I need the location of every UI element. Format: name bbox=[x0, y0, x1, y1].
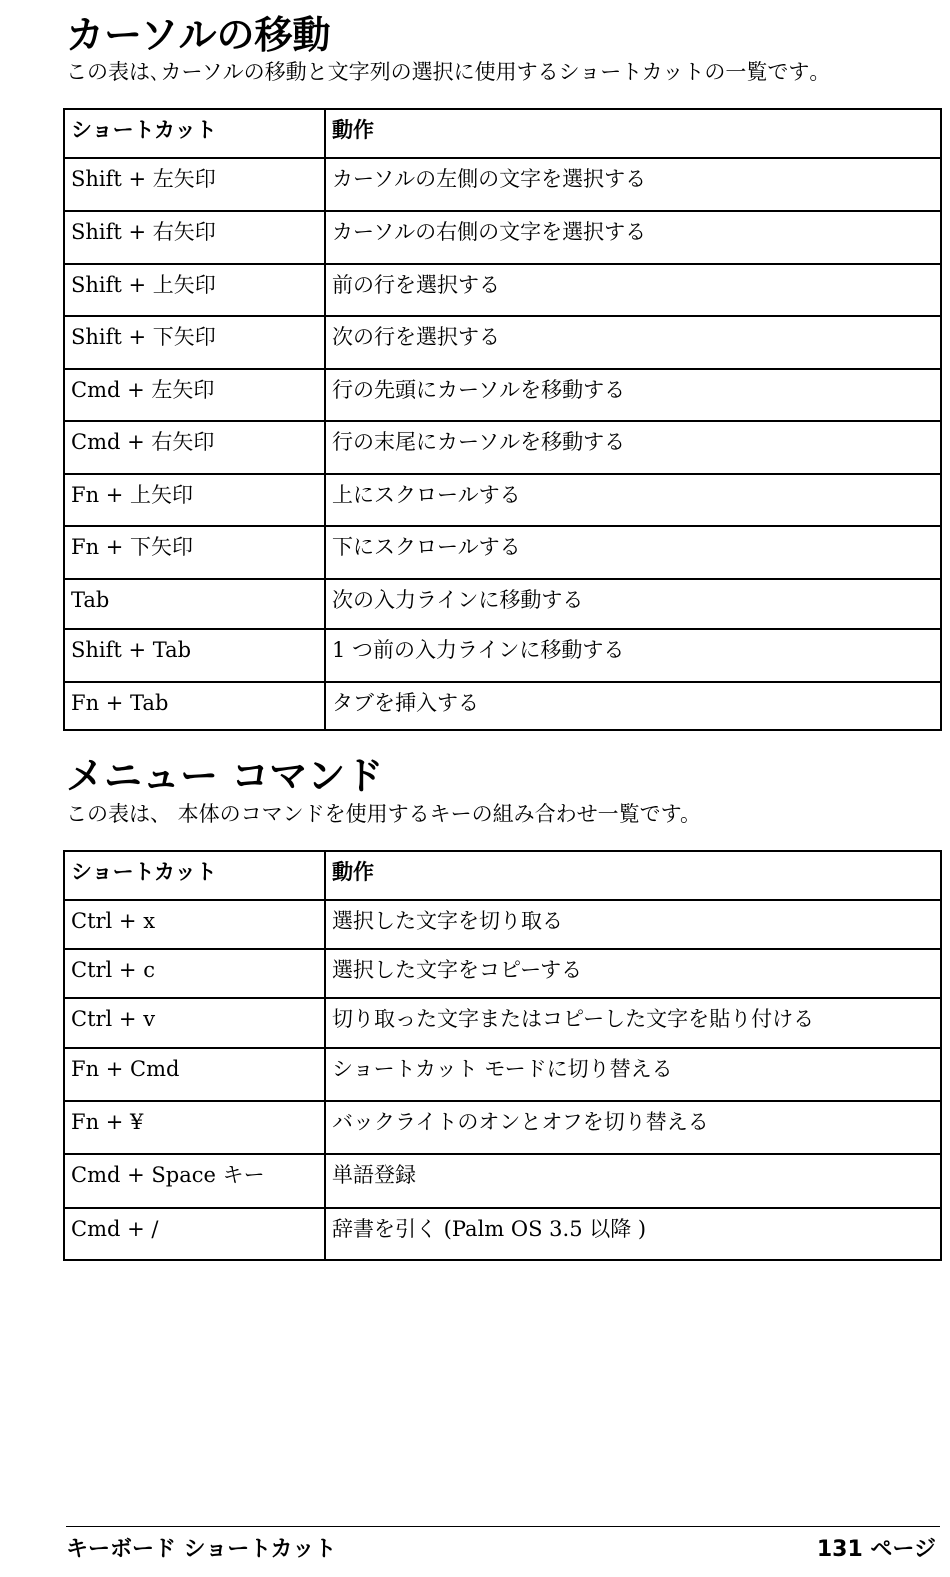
shortcut-cell: Fn + 下矢印 bbox=[64, 526, 325, 579]
menu-shortcut-table bbox=[63, 850, 942, 1261]
table-header-row bbox=[64, 851, 941, 900]
shortcut-cell: Shift + 右矢印 bbox=[64, 211, 325, 264]
table-row bbox=[64, 998, 941, 1048]
header-shortcut: ショートカット bbox=[64, 109, 325, 158]
table-row bbox=[64, 682, 941, 730]
shortcut-cell: Shift + 下矢印 bbox=[64, 316, 325, 369]
table-row bbox=[64, 629, 941, 682]
table-row bbox=[64, 316, 941, 369]
action-cell: 単語登録 bbox=[325, 1154, 941, 1208]
menu-section-description: この表は、 本体のコマンドを使用するキーの組み合わせ一覧です。 bbox=[66, 802, 701, 826]
action-cell: 下にスクロールする bbox=[325, 526, 941, 579]
shortcut-cell: Shift + Tab bbox=[64, 629, 325, 682]
menu-section-title: メニュー コマンド bbox=[66, 754, 384, 798]
header-action: 動作 bbox=[325, 851, 941, 900]
table-row bbox=[64, 1208, 941, 1260]
shortcut-cell: Fn + Cmd bbox=[64, 1048, 325, 1101]
cursor-section-description: この表は､カーソルの移動と文字列の選択に使用するショートカットの一覧です｡ bbox=[66, 60, 820, 84]
action-cell: タブを挿入する bbox=[325, 682, 941, 730]
table-row bbox=[64, 369, 941, 421]
shortcut-cell: Tab bbox=[64, 579, 325, 629]
action-cell: 切り取った文字またはコピーした文字を貼り付ける bbox=[325, 998, 941, 1048]
header-action: 動作 bbox=[325, 109, 941, 158]
action-cell: 次の行を選択する bbox=[325, 316, 941, 369]
action-cell: カーソルの右側の文字を選択する bbox=[325, 211, 941, 264]
header-shortcut: ショートカット bbox=[64, 851, 325, 900]
footer-divider bbox=[66, 1526, 940, 1527]
shortcut-cell: Cmd + 左矢印 bbox=[64, 369, 325, 421]
table-row bbox=[64, 1154, 941, 1208]
footer-section-name: キーボード ショートカット bbox=[66, 1537, 337, 1562]
shortcut-cell: Ctrl + x bbox=[64, 900, 325, 949]
shortcut-cell: Shift + 上矢印 bbox=[64, 264, 325, 316]
action-cell: 選択した文字を切り取る bbox=[325, 900, 941, 949]
action-cell: 行の末尾にカーソルを移動する bbox=[325, 421, 941, 474]
action-cell: カーソルの左側の文字を選択する bbox=[325, 158, 941, 211]
table-row bbox=[64, 949, 941, 998]
table-row bbox=[64, 900, 941, 949]
action-cell: 前の行を選択する bbox=[325, 264, 941, 316]
table-row bbox=[64, 1101, 941, 1154]
shortcut-cell: Fn + 上矢印 bbox=[64, 474, 325, 526]
table-header-row bbox=[64, 109, 941, 158]
action-cell: 1 つ前の入力ラインに移動する bbox=[325, 629, 941, 682]
action-cell: 行の先頭にカーソルを移動する bbox=[325, 369, 941, 421]
shortcut-cell: Cmd + 右矢印 bbox=[64, 421, 325, 474]
shortcut-cell: Cmd + / bbox=[64, 1208, 325, 1260]
table-row bbox=[64, 579, 941, 629]
shortcut-cell: Fn + ¥ bbox=[64, 1101, 325, 1154]
cursor-section-title: カーソルの移動 bbox=[66, 13, 331, 57]
action-cell: 上にスクロールする bbox=[325, 474, 941, 526]
table-row bbox=[64, 158, 941, 211]
shortcut-cell: Shift + 左矢印 bbox=[64, 158, 325, 211]
table-row bbox=[64, 211, 941, 264]
action-cell: 次の入力ラインに移動する bbox=[325, 579, 941, 629]
table-row bbox=[64, 421, 941, 474]
action-cell: 辞書を引く (Palm OS 3.5 以降 ) bbox=[325, 1208, 941, 1260]
cursor-shortcut-table bbox=[63, 108, 942, 731]
shortcut-cell: Cmd + Space キー bbox=[64, 1154, 325, 1208]
action-cell: ショートカット モードに切り替える bbox=[325, 1048, 941, 1101]
shortcut-cell: Ctrl + c bbox=[64, 949, 325, 998]
table-row bbox=[64, 526, 941, 579]
footer-page-number: 131 ページ bbox=[816, 1537, 936, 1562]
shortcut-cell: Ctrl + v bbox=[64, 998, 325, 1048]
table-row bbox=[64, 264, 941, 316]
shortcut-cell: Fn + Tab bbox=[64, 682, 325, 730]
action-cell: 選択した文字をコピーする bbox=[325, 949, 941, 998]
table-row bbox=[64, 1048, 941, 1101]
table-row bbox=[64, 474, 941, 526]
action-cell: バックライトのオンとオフを切り替える bbox=[325, 1101, 941, 1154]
